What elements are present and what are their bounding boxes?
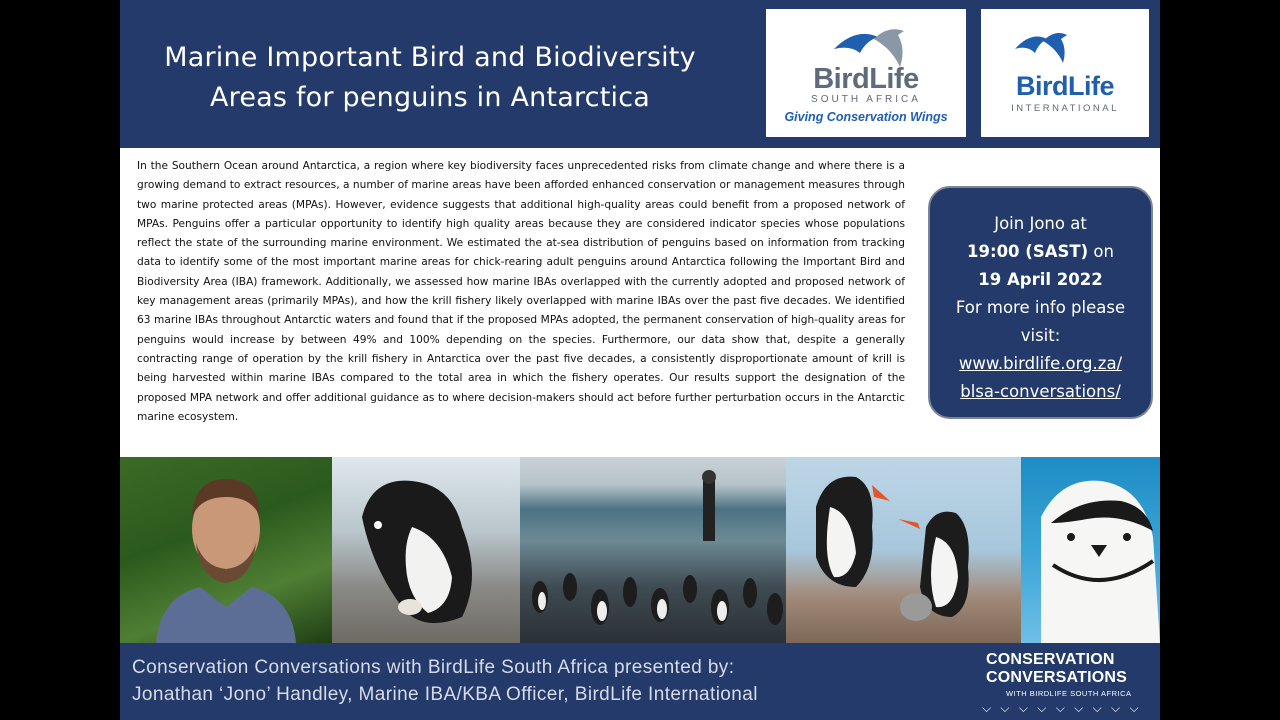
cc-logo-line2: CONVERSATIONS [986, 669, 1127, 686]
birdlife-sa-subtitle: SOUTH AFRICA [811, 94, 921, 105]
penguin-colony-photo [520, 457, 786, 643]
birdlife-int-name: BirdLife [1015, 71, 1114, 101]
title-line-1: Marine Important Bird and Biodiversity [164, 42, 696, 73]
gentoo-penguins-photo [786, 457, 1021, 643]
birdlife-sa-name: BirdLife [813, 63, 919, 95]
callout-on: on [1088, 242, 1114, 261]
adelie-penguin-photo [332, 457, 520, 643]
callout-join: Join Jono at [994, 214, 1087, 233]
event-callout [928, 186, 1153, 419]
abstract-text: In the Southern Ocean around Antarctica, a region where key biodiversity faces unprecedented risks from climate change and where there is a growing demand to extract resources, a number of marine areas have been afforded enhanced conservation or management measures through two marine protected areas (MPAs). However, evidence suggests that additional high-quality areas could benefit from a proposed network of MPAs. Penguins offer a particular opportunity to identify high quality areas because they are considered indicator species whose populations reflect the state of the surrounding marine environment. We estimated the at-sea distribution of penguins based on information from tracking data to identify some of the most important marine areas for chick-rearing adult penguins around Antarctica following the Important Bird and Biodiversity Area (IBA) framework. Additionally, we assessed how marine IBAs overlapped with the currently adopted and proposed network of key management areas (primarily MPAs), and how the krill fishery likely overlapped with marine IBAs over the past five decades. We identified 63 marine IBAs throughout Antarctic waters and found that if the proposed MPAs adopted, the permanent conservation of high-quality areas for penguins would increase by between 49% and 100% depending on the species. Furthermore, our data show that, despite a generally contracting range of operation by the krill fishery in Antarctica over the past five decades, a consistently disproportionate amount of krill is being harvested within marine IBAs compared to the total area in which the fishery operates. Our results support the designation of the proposed MPA network and offer additional guidance as to where decision-makers should act before further perturbation occurs in the Antarctic marine ecosystem. [137, 160, 905, 423]
footer-line-1: Conservation Conversations with BirdLife South Africa presented by: [132, 657, 735, 678]
callout-info: For more info please visit: [955, 298, 1126, 345]
slide [120, 0, 1160, 720]
birdlife-int-subtitle: INTERNATIONAL [1011, 103, 1119, 114]
event-link-line2: blsa-conversations/ [960, 382, 1121, 401]
birdlife-south-africa-logo [766, 9, 966, 137]
event-link[interactable] [930, 350, 1151, 406]
conservation-conversations-logo [978, 649, 1154, 717]
footer-banner [120, 643, 1160, 720]
event-link-line1: www.birdlife.org.za/ [958, 354, 1123, 373]
header-banner [120, 0, 1160, 148]
cc-logo-line3: WITH BIRDLIFE SOUTH AFRICA [1006, 689, 1132, 698]
speaker-photo [120, 457, 332, 643]
photo-strip [120, 457, 1160, 643]
callout-time-row [930, 238, 1151, 266]
birdlife-international-logo [981, 9, 1149, 137]
bird-logo-icon [1011, 25, 1071, 65]
birdlife-sa-tagline: Giving Conservation Wings [784, 110, 948, 124]
footer-line-2: Jonathan ‘Jono’ Handley, Marine IBA/KBA Officer, BirdLife International [132, 684, 758, 705]
chinstrap-penguin-photo [1021, 457, 1160, 643]
callout-date: 19 April 2022 [978, 270, 1103, 289]
callout-time: 19:00 (SAST) [967, 242, 1089, 261]
flying-birds-icon: ⌵ ⌵ ⌵ ⌵ ⌵ ⌵ ⌵ ⌵ ⌵ [982, 701, 1142, 715]
slide-title [130, 38, 730, 118]
cc-logo-line1: CONSERVATION [986, 651, 1115, 668]
title-line-2: Areas for penguins in Antarctica [209, 82, 650, 113]
bird-logo-icon [826, 19, 916, 69]
